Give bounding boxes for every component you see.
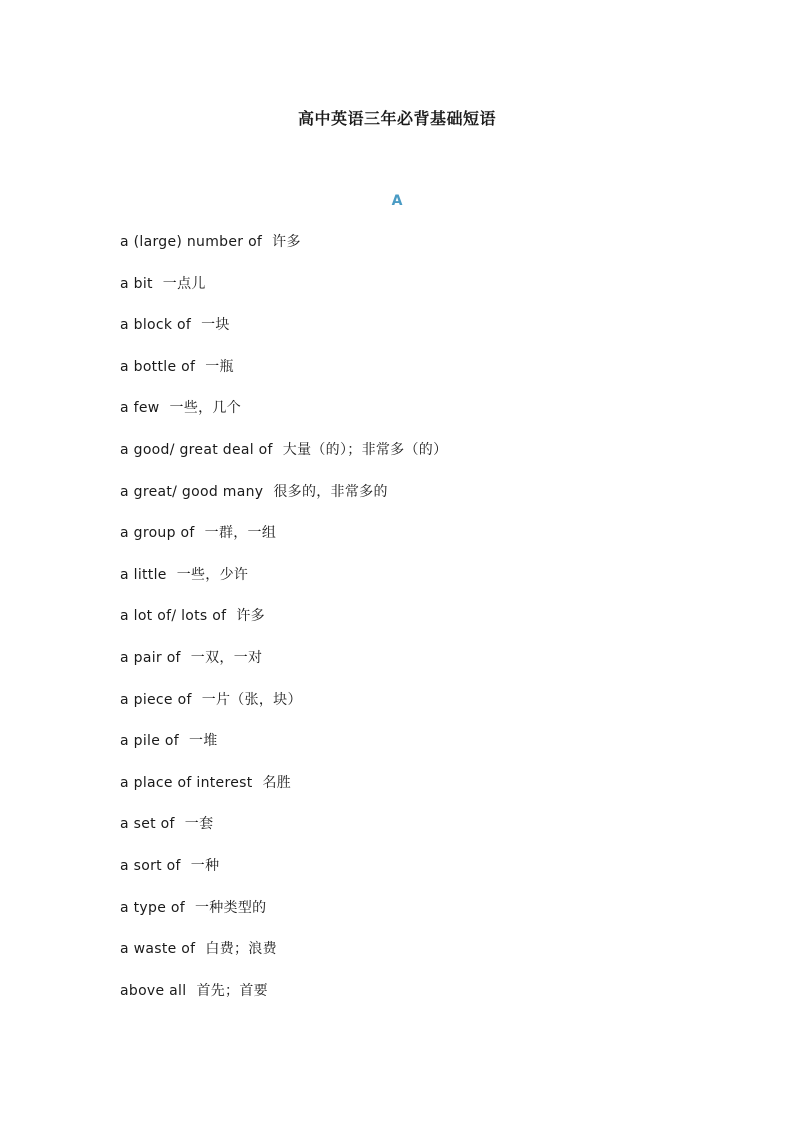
phrase-english: a little — [120, 566, 167, 583]
phrase-chinese: 名胜 — [262, 774, 292, 791]
phrase-english: a lot of/ lots of — [120, 608, 227, 625]
phrase-english: a piece of — [120, 691, 192, 708]
phrase-chinese: 许多 — [236, 608, 265, 625]
phrase-chinese: 一瓶 — [205, 358, 234, 375]
phrase-chinese: 一群，一组 — [204, 525, 277, 542]
phrase-chinese: 白费；浪费 — [205, 941, 277, 958]
phrase-chinese: 首先；首要 — [196, 982, 268, 999]
phrase-entry — [120, 939, 447, 981]
document-title: 高中英语三年必背基础短语 — [297, 109, 496, 128]
phrase-entry — [120, 814, 447, 856]
phrase-entry — [120, 523, 447, 565]
phrase-entry — [120, 690, 447, 732]
phrase-entry — [120, 731, 447, 773]
section-heading: A — [391, 193, 403, 209]
phrase-english: a pile of — [120, 733, 179, 750]
phrase-entry — [120, 440, 447, 482]
phrase-entry — [120, 565, 447, 607]
phrase-entry — [120, 315, 447, 357]
phrase-entry — [120, 606, 447, 648]
phrase-entry — [120, 773, 447, 815]
phrase-english: a bottle of — [120, 358, 196, 375]
phrase-chinese: 一些，少许 — [176, 566, 249, 583]
phrase-chinese: 一块 — [201, 317, 230, 334]
phrase-list — [120, 232, 447, 1022]
phrase-english: a set of — [120, 816, 175, 833]
phrase-english: a good/ great deal of — [120, 441, 273, 458]
phrase-english: a few — [120, 400, 160, 417]
phrase-english: a (large) number of — [120, 234, 263, 250]
phrase-english: a sort of — [120, 857, 181, 874]
phrase-chinese: 一套 — [184, 816, 214, 833]
phrase-english: a great/ good many — [120, 483, 264, 500]
phrase-chinese: 许多 — [272, 234, 301, 250]
phrase-chinese: 一种 — [190, 857, 220, 874]
phrase-chinese: 很多的，非常多的 — [273, 483, 388, 500]
phrase-entry — [120, 232, 447, 274]
phrase-english: a type of — [120, 899, 185, 916]
phrase-chinese: 一片（张，块） — [201, 691, 302, 708]
phrase-entry — [120, 357, 447, 399]
phrase-entry — [120, 898, 447, 940]
phrase-entry — [120, 856, 447, 898]
phrase-entry — [120, 398, 447, 440]
phrase-english: a waste of — [120, 941, 196, 958]
phrase-chinese: 一双，一对 — [190, 649, 263, 666]
phrase-chinese: 一堆 — [188, 733, 218, 750]
phrase-english: a block of — [120, 317, 192, 334]
phrase-english: a pair of — [120, 649, 181, 666]
phrase-chinese: 一种类型的 — [194, 899, 267, 916]
phrase-chinese: 一点儿 — [162, 275, 206, 292]
phrase-entry — [120, 274, 447, 316]
phrase-english: a place of interest — [120, 774, 253, 791]
phrase-english: a group of — [120, 525, 195, 542]
phrase-english: above all — [120, 982, 187, 999]
phrase-chinese: 一些，几个 — [169, 400, 242, 417]
phrase-entry — [120, 648, 447, 690]
phrase-chinese: 大量（的）；非常多（的） — [282, 441, 448, 458]
phrase-entry — [120, 981, 447, 1023]
phrase-english: a bit — [120, 275, 153, 292]
phrase-entry — [120, 482, 447, 524]
